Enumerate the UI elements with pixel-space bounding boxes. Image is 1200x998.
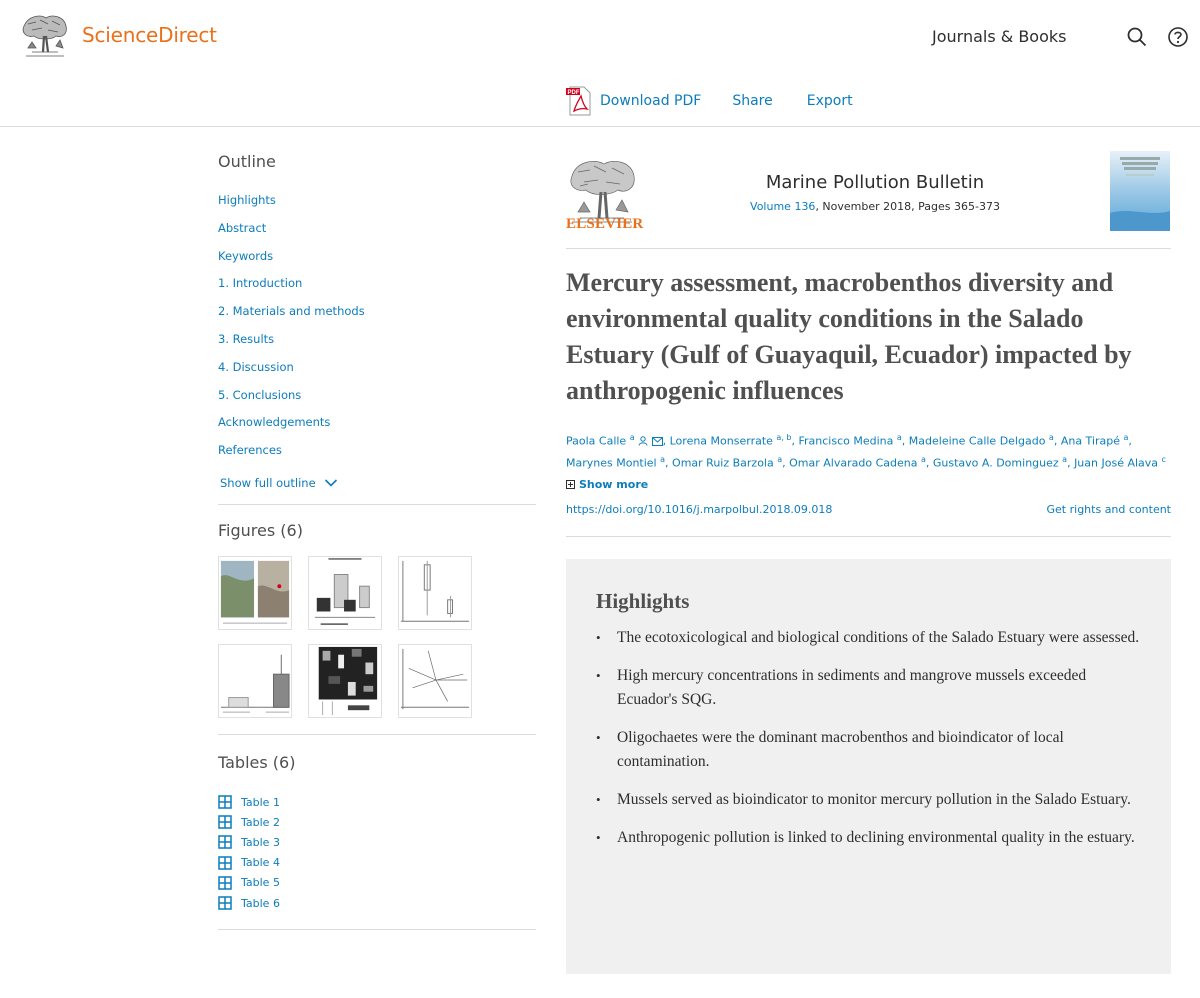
article-main [566, 148, 1171, 974]
show-more-button[interactable] [566, 478, 1171, 491]
figure-thumbnail[interactable] [398, 644, 472, 718]
elsevier-tree-logo-icon [18, 12, 70, 58]
highlight-item: • High mercury concentrations in sediments and mangrove mussels exceeded Ecuador's SQG. [596, 664, 1141, 712]
figure-thumbnail[interactable] [308, 556, 382, 630]
outline-item[interactable]: 2. Materials and methods [218, 304, 365, 319]
table-link-label: Table 2 [241, 815, 280, 829]
article-divider [566, 536, 1171, 537]
sciencedirect-logo[interactable] [18, 12, 217, 58]
author-link[interactable]: Ana Tirapé [1060, 434, 1121, 448]
author-link[interactable]: Marynes Montiel [566, 456, 657, 470]
issue-details: , November 2018, Pages 365-373 [815, 200, 1000, 213]
show-full-outline-button[interactable] [220, 476, 536, 490]
doi-link[interactable]: https://doi.org/10.1016/j.marpolbul.2018.09.018 [566, 503, 833, 517]
email-icon[interactable] [652, 437, 663, 446]
outline-item[interactable]: 3. Results [218, 331, 275, 346]
highlight-item: • Anthropogenic pollution is linked to declining environmental quality in the estuary. [596, 826, 1141, 850]
tables-heading: Tables (6) [218, 752, 296, 772]
show-full-outline-label: Show full outline [220, 475, 316, 490]
chevron-down-icon [324, 478, 338, 488]
highlights-section [566, 559, 1171, 974]
figures-grid [218, 556, 536, 718]
figure-thumbnail[interactable] [218, 556, 292, 630]
volume-link[interactable]: Volume 136 [750, 200, 816, 213]
article-toolbar [566, 86, 853, 116]
journal-title[interactable]: Marine Pollution Bulletin [765, 172, 985, 193]
sidebar-divider [218, 504, 536, 505]
table-grid-icon [218, 835, 232, 849]
table-link[interactable] [218, 792, 536, 812]
author-affiliation: a [777, 454, 783, 464]
help-icon[interactable] [1167, 26, 1189, 48]
author-link[interactable]: Paola Calle [566, 434, 627, 448]
author-list: Paola Calle $^a$ , Lorena Monserrate $^{a, b}$, Francisco Medina $^a$, Madeleine Calle Delgado $^a$, Ana Tirapé $^a$, Marynes Montiel $^a$, Omar Ruiz Barzola $^a$, Omar Alvarado Cadena $^a$, Gustavo A. Dominguez $^a$, Juan José Alava $^c$ [566, 433, 1166, 470]
share-button[interactable]: Share [732, 93, 773, 109]
table-link[interactable] [218, 832, 536, 852]
highlight-item: • Oligochaetes were the dominant macrobenthos and bioindicator of local contamination. [596, 726, 1141, 774]
author-affiliation: a [1062, 454, 1068, 464]
journal-info [566, 200, 1184, 213]
journals-books-link[interactable]: Journals & Books [932, 27, 1067, 46]
sidebar-divider [218, 734, 536, 735]
table-grid-icon [218, 876, 232, 890]
author-affiliation: a [660, 454, 666, 464]
figure-thumbnail[interactable] [398, 556, 472, 630]
author-affiliation: c [1161, 454, 1166, 464]
outline-item[interactable]: Abstract [218, 220, 267, 235]
author-link[interactable]: Francisco Medina [798, 434, 894, 448]
plus-box-icon [566, 480, 575, 489]
author-affiliation: a [629, 433, 635, 442]
sidebar [218, 152, 536, 930]
highlight-item: • The ecotoxicological and biological conditions of the Salado Estuary were assessed. [596, 626, 1141, 650]
table-link[interactable] [218, 853, 536, 873]
outline-heading: Outline [218, 152, 276, 171]
author-affiliation: a [920, 454, 926, 464]
table-link-label: Table 1 [241, 795, 280, 809]
table-link-label: Table 5 [241, 876, 280, 890]
outline-list [218, 193, 536, 471]
highlights-heading: Highlights [596, 589, 690, 614]
outline-item[interactable]: 4. Discussion [218, 359, 294, 374]
figures-heading: Figures (6) [218, 520, 303, 540]
svg-text:PDF: PDF [567, 90, 580, 96]
table-link-label: Table 6 [241, 896, 280, 910]
author-link[interactable]: Lorena Monserrate [669, 434, 773, 448]
journal-header [566, 148, 1171, 248]
highlights-list [596, 626, 1141, 850]
download-pdf-link[interactable]: Download PDF [600, 93, 702, 109]
author-affiliation: a [1048, 433, 1054, 442]
author-link[interactable]: Omar Ruiz Barzola [672, 456, 774, 470]
pdf-icon[interactable] [566, 86, 592, 116]
outline-item[interactable]: 1. Introduction [218, 276, 303, 291]
author-affiliation: a [896, 433, 902, 442]
table-link[interactable] [218, 893, 536, 913]
rights-link[interactable]: Get rights and content [1046, 503, 1171, 517]
person-icon[interactable] [638, 436, 648, 446]
figure-thumbnail[interactable] [218, 644, 292, 718]
table-link[interactable] [218, 812, 536, 832]
outline-item[interactable]: 5. Conclusions [218, 387, 302, 402]
doi-row [566, 503, 1171, 516]
author-affiliation: a, b [776, 433, 792, 442]
author-link[interactable]: Juan José Alava [1074, 456, 1159, 470]
table-link[interactable] [218, 873, 536, 893]
author-link[interactable]: Omar Alvarado Cadena [789, 456, 918, 470]
search-icon[interactable] [1126, 26, 1148, 48]
figure-thumbnail[interactable] [308, 644, 382, 718]
table-grid-icon [218, 815, 232, 829]
author-affiliation: a [1123, 433, 1129, 442]
show-more-label: Show more [579, 478, 649, 492]
table-grid-icon [218, 896, 232, 910]
article-title: Mercury assessment, macrobenthos diversity and environmental quality conditions in the Salado Estuary (Gulf of Guayaquil, Ecuador) impacted by anthropogenic influences [566, 268, 1132, 405]
table-grid-icon [218, 856, 232, 870]
outline-item[interactable]: Acknowledgements [218, 415, 331, 430]
header-divider [0, 126, 1200, 127]
outline-item[interactable]: References [218, 443, 282, 458]
table-link-label: Table 3 [241, 835, 280, 849]
author-link[interactable]: Madeleine Calle Delgado [908, 434, 1046, 448]
top-bar [0, 0, 1200, 80]
table-link-label: Table 4 [241, 856, 280, 870]
export-button[interactable]: Export [806, 93, 853, 109]
outline-item[interactable]: Highlights [218, 193, 276, 207]
brand-name: ScienceDirect [82, 23, 217, 47]
author-link[interactable]: Gustavo A. Dominguez [932, 456, 1059, 470]
journal-cover-image[interactable] [1110, 151, 1170, 231]
table-grid-icon [218, 795, 232, 809]
highlight-item: • Mussels served as bioindicator to monitor mercury pollution in the Salado Estuary. [596, 788, 1141, 812]
journal-divider [566, 248, 1171, 249]
sidebar-divider [218, 929, 536, 930]
publisher-name: ELSEVIER [566, 216, 644, 232]
outline-item[interactable]: Keywords [218, 248, 274, 263]
tables-list [218, 792, 536, 913]
